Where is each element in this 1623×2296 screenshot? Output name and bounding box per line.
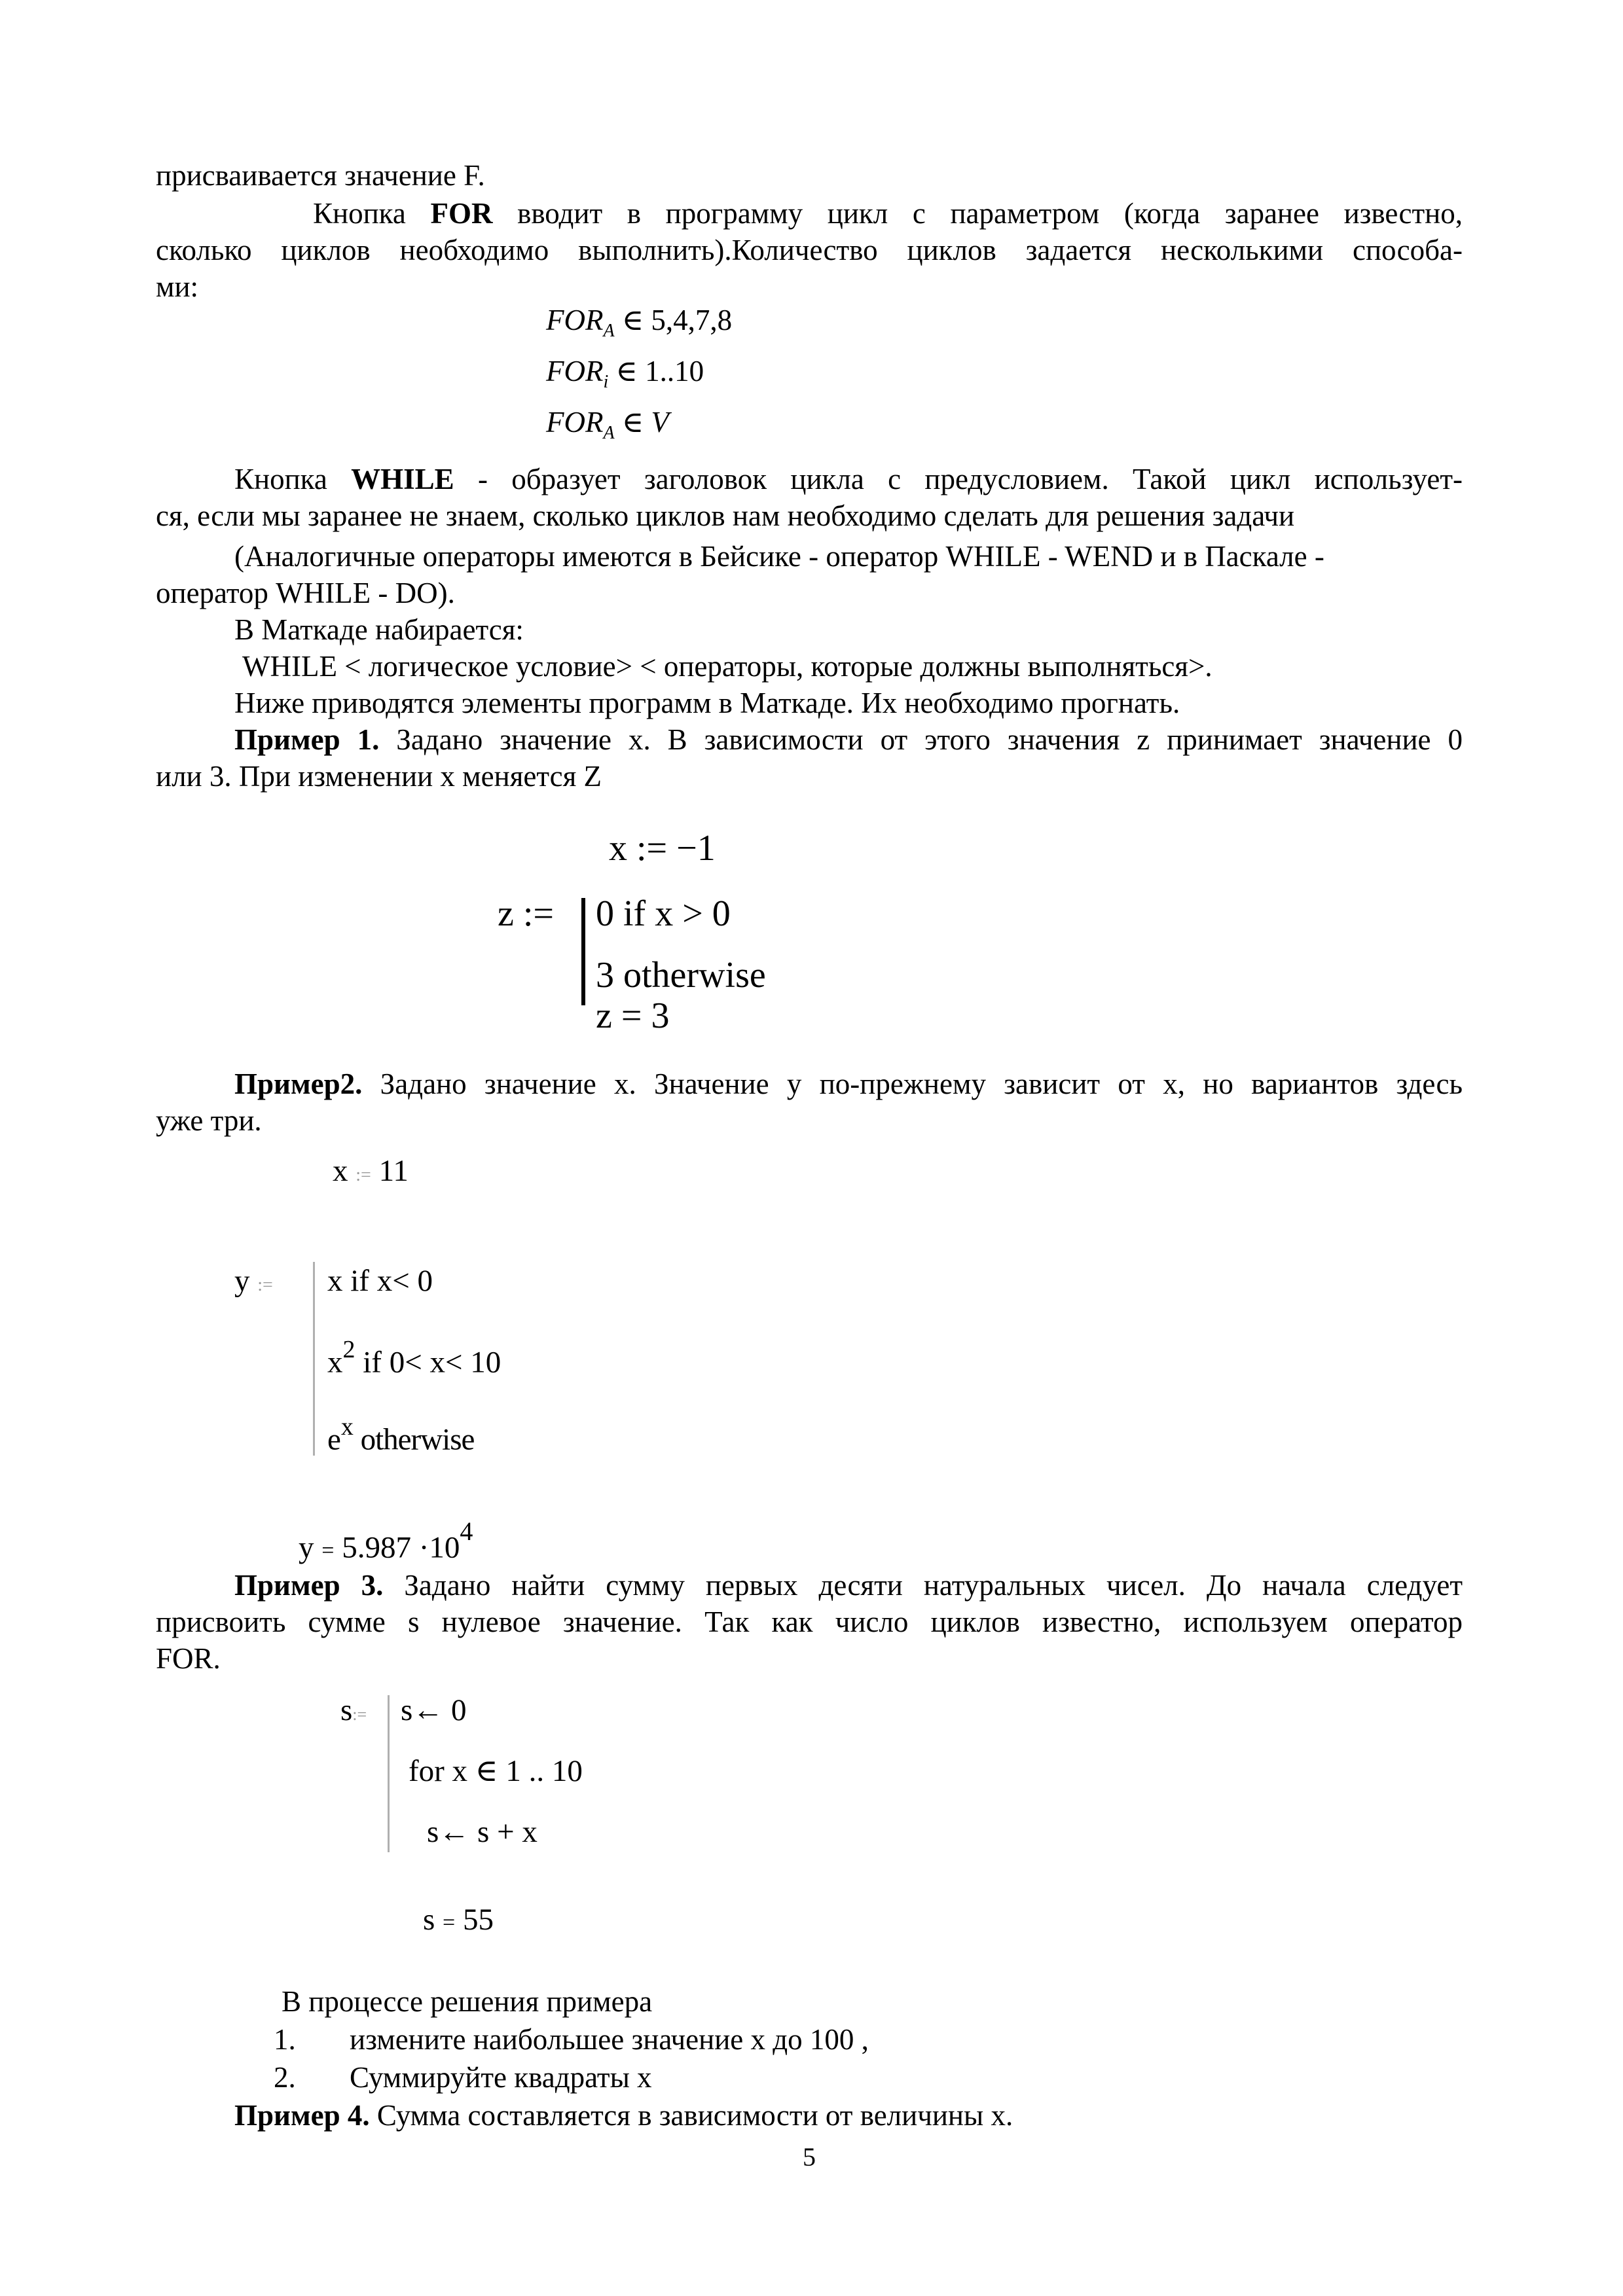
while-keyword: WHILE <box>351 463 454 495</box>
paragraph-while-line2: ся, если мы заранее не знаем, сколько циклов нам необходимо сделать для решения задачи <box>156 499 1295 532</box>
example1-z-def: z := <box>498 893 554 934</box>
paragraph-while-syntax: WHILE < логическое условие> < операторы, которые должны выполняться>. <box>242 650 1213 683</box>
paragraph-assign-f: присваивается значение F. <box>156 159 485 192</box>
example3-line2: for x ∈ 1 .. 10 <box>409 1754 583 1788</box>
example1-case2: 3 otherwise <box>596 955 766 996</box>
example1-case1: 0 if x > 0 <box>596 893 731 934</box>
example3-result: s = 55 <box>423 1903 494 1937</box>
for-form-1: $FOR_A$ ∈ 5,4,7,8 <box>546 304 733 341</box>
page-number: 5 <box>803 2142 816 2172</box>
example1-result: z = 3 <box>596 996 670 1036</box>
example2-case1: x if x< 0 <box>327 1264 433 1298</box>
example1-text2: или 3. При изменении x меняется Z <box>156 760 602 793</box>
example3-s-def: s:= <box>340 1693 367 1727</box>
example1-text: Пример 1. Задано значение x. В зависимости от этого значения z принимает значение 0 <box>234 723 1463 756</box>
paragraph-for-line1: Кнопка FOR вводит в программу цикл с параметром (когда заранее известно, <box>313 197 1463 230</box>
example1-label: Пример 1. <box>234 723 380 756</box>
example3-program-bar <box>388 1695 390 1852</box>
example2-case2: $x^2$ if 0< x< 10 <box>327 1336 501 1380</box>
paragraph-for-line3: ми: <box>156 270 199 303</box>
for-form-3: $FOR_A$ ∈ V <box>546 406 669 443</box>
example2-y-def: y := <box>234 1264 273 1298</box>
paragraph-below: Ниже приводятся элементы программ в Маткаде. Их необходимо прогнать. <box>234 687 1180 719</box>
for-keyword: FOR <box>430 197 493 230</box>
example4-text: Пример 4. Сумма составляется в зависимости от величины x. <box>234 2099 1013 2132</box>
example2-result: $y = 5.987 \cdot 10^4$ <box>299 1516 473 1565</box>
example2-case3: $e^x$ otherwise <box>327 1413 475 1457</box>
example3-line3: s← s + x <box>427 1815 538 1849</box>
example4-label: Пример 4. <box>234 2099 370 2132</box>
example3-text3: FOR. <box>156 1642 221 1675</box>
example2-text: Пример2. Задано значение x. Значение y по-прежнему зависит от x, но вариантов здесь <box>234 1067 1463 1100</box>
example2-label: Пример2. <box>234 1067 363 1100</box>
example1-assign-x: x := −1 <box>609 828 716 869</box>
paragraph-while-line4: оператор WHILE - DO). <box>156 577 455 609</box>
for-form-2: $FOR_i$ ∈ 1..10 <box>546 355 704 392</box>
example2-program-bar <box>313 1262 315 1456</box>
example3-text: Пример 3. Задано найти сумму первых десяти натуральных чисел. До начала следует <box>234 1569 1463 1602</box>
example3-text2: присвоить сумме s нулевое значение. Так как число циклов известно, используем оператор <box>156 1605 1463 1638</box>
paragraph-mathcad: В Маткаде набирается: <box>234 613 524 646</box>
paragraph-for-line2: сколько циклов необходимо выполнить).Количество циклов задается несколькими способа- <box>156 234 1463 266</box>
example2-x-assign: x := 11 <box>333 1154 409 1188</box>
paragraph-while-line3: (Аналогичные операторы имеются в Бейсике - оператор WHILE - WEND и в Паскале - <box>234 540 1324 573</box>
example1-program-bar <box>581 898 585 1005</box>
task-item-1: 1. измените наибольшее значение x до 100 , <box>274 2023 869 2056</box>
task-item-2: 2. Суммируйте квадраты x <box>274 2061 652 2094</box>
tasks-intro: В процессе решения примера <box>282 1985 653 2018</box>
example3-label: Пример 3. <box>234 1569 384 1602</box>
example2-text2: уже три. <box>156 1104 262 1137</box>
example3-line1: s← 0 <box>401 1693 467 1727</box>
paragraph-while-line1: Кнопка WHILE - образует заголовок цикла с предусловием. Такой цикл использует- <box>234 463 1463 495</box>
